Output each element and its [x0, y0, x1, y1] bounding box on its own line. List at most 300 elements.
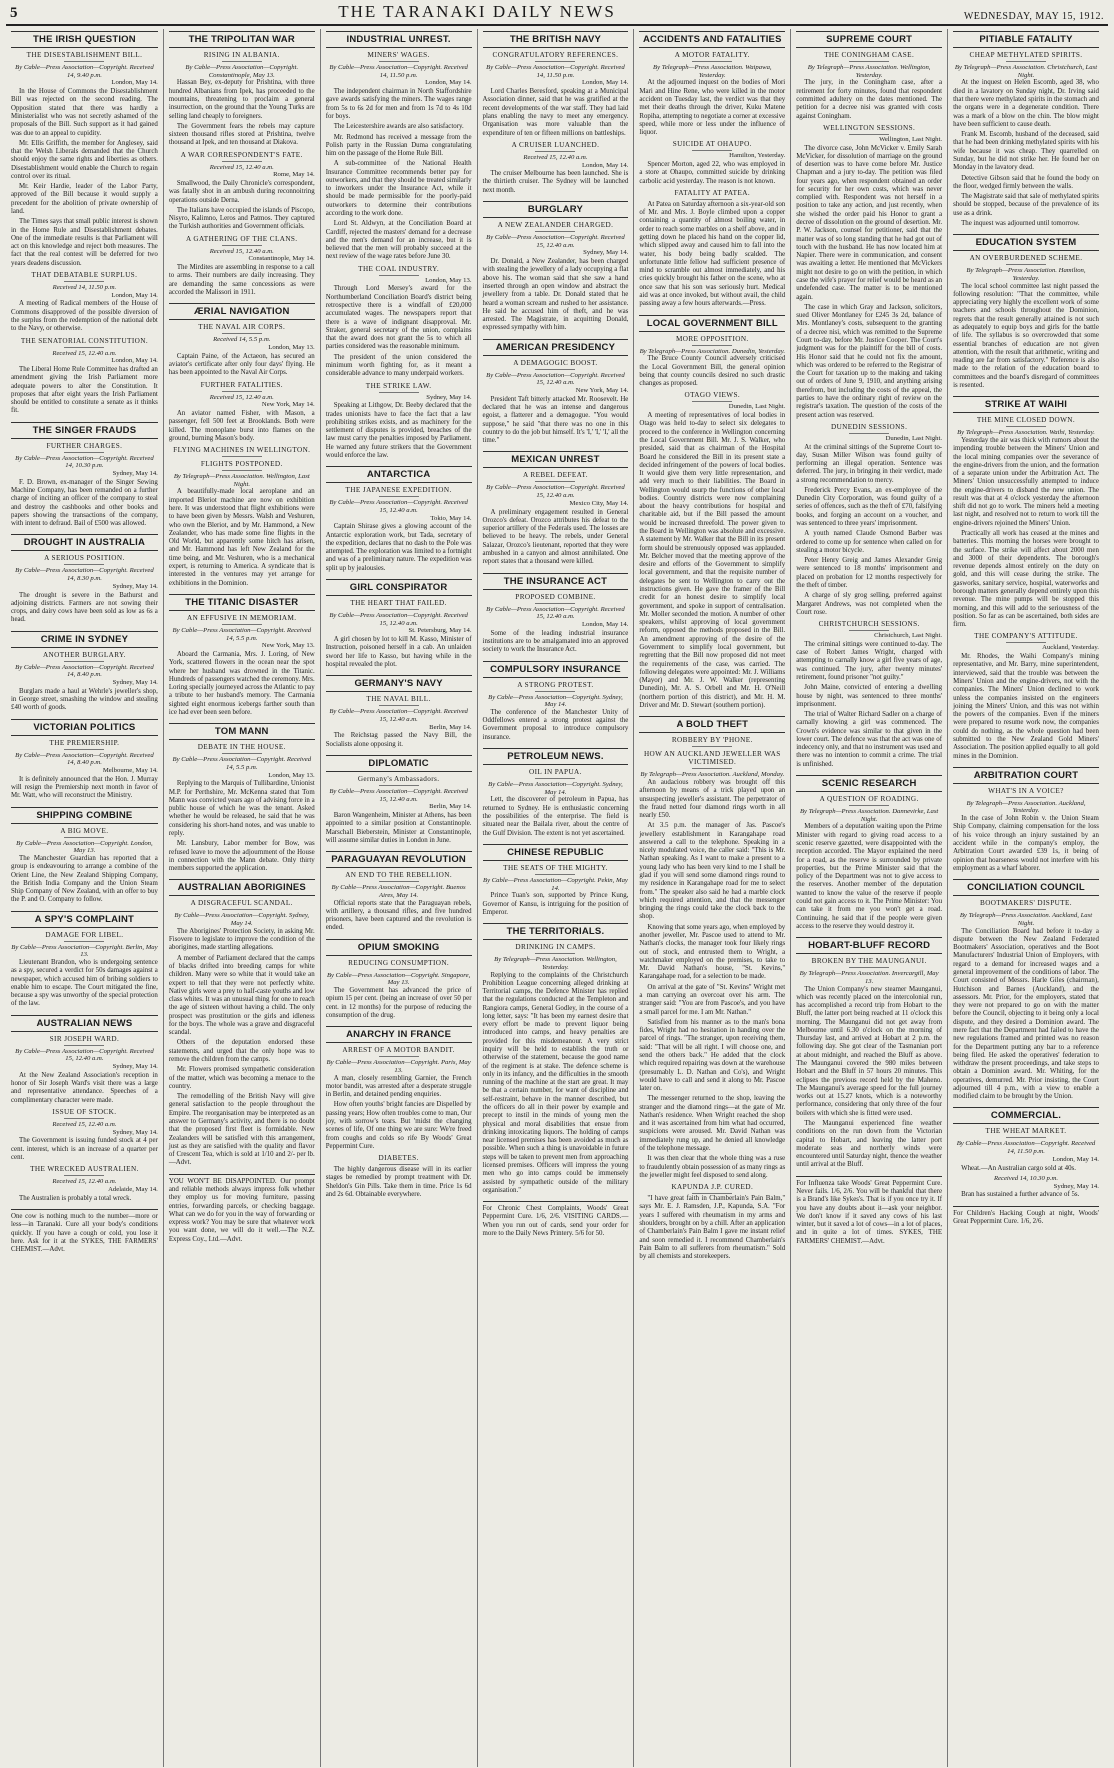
- paragraph: Others of the deputation endorsed these statements, and urged that the only hope was to remove the children from the camps.: [168, 1039, 315, 1064]
- paragraph: A youth named Claude Osmond Barber was ordered to come up for sentence when called on for stealing a motor bicycle.: [796, 530, 943, 554]
- paragraph: Yesterday the air was thick with rumors about the impending trouble between the Miners' Union and the local mining companies over the severance of the engine-drivers from the union, and the formation of a separate union under the Arbitration Act. The Miners' Union unsuccessfully attempted to induce the engine-drivers to disband the new union. The result was that at 4 o'clock yesterday the afternoon shift did not go to work. The miners held a meeting last night, and resolved not to return to work till the engine-drivers rejoined the Miners' Union.: [953, 436, 1099, 527]
- paragraph: Bran has sustained a further advance of 5s.: [961, 1191, 1080, 1199]
- article: [326, 851, 472, 933]
- subheading: FURTHER CHARGES.: [11, 442, 158, 453]
- article: [11, 911, 158, 1009]
- article-heading: THE IRISH QUESTION: [11, 31, 158, 48]
- article-heading: SUPREME COURT: [796, 31, 942, 48]
- dateline: London, May 14.: [581, 620, 629, 628]
- paragraph: At the criminal sittings of the Supreme Court to-day, Susan Miller Wilson was found guilty of performing an illegal operation. Sentence was deferred. The jury, in bringing in their verdict, made a strong recommendation to mercy.: [796, 443, 943, 484]
- paragraph: The case in which Gray and Jackson, solicitors, sued Oliver Montlaney for £245 3s 2d, balance of Mrs. Montlaney's costs, subsequent to the granting of a decree nisi, which was remitted to the Supreme Court to-day, before Mr. Justice Cooper. The Court's judgment was for the plaintiff for the bill of costs. His Honor said that he could not fix the amount, which was ordered to be referred to the Registrar of the Court for taxation up to the making and taking out of orders of June 9, 1910, and anything arising therefrom, but including the costs of the appeal, the parties to have the ordinary right of review on the registrar's taxation. The question of the costs of the present action was reserved.: [796, 303, 943, 419]
- paragraph: Through Lord Mersey's award for the Northumberland Conciliation Board's district being retrospective there is a windfall of £20,000 accumulated wages. The newspapers report that there is a wave of indignant disapproval. Mr. Straker, general secretary of the union, complains that the award does not grant the 5s to which all parties considered was the reasonable minimum.: [325, 285, 472, 351]
- subheading: OTAGO VIEWS.: [639, 391, 785, 402]
- dateline: New York, May 14.: [575, 387, 629, 395]
- subheading: THE CONINGHAM CASE.: [796, 51, 942, 62]
- article-heading: VICTORIAN POLITICS: [11, 719, 158, 736]
- subheading: FURTHER FATALITIES.: [169, 381, 315, 392]
- paragraph: President Taft bitterly attacked Mr. Roosevelt. He declared that he was an intense and dangerous egoist, a flatterer and a demagogue. "You would suppose," he said "that there was no one in this country to do the job but himself. It's 'I,' 'I,' 'I,' all the time.": [482, 395, 629, 445]
- subheading: THE MINE CLOSED DOWN.: [953, 416, 1099, 427]
- subheading: THE WRECKED AUSTRALIEN.: [11, 1165, 158, 1176]
- paragraph: A man, closely resembling Garnier, the French motor bandit, was arrested after a desperate struggle in Berlin, and detained pending enquiries.: [325, 1074, 472, 1099]
- paragraph: Frank M. Escomb, husband of the deceased, said that he had been drinking methylated spirits with his wife because it was cheap. They quarrelled on Sunday, but he did not strike her. He found her on Monday in the lavatory dead.: [953, 131, 1099, 172]
- paragraph: In the House of Commons the Disestablishment Bill was rejected on the second reading. The Opposition stated that there was hardly a Ministerialist who was not secretly ashamed of the proposals of the Bill. Such support as it had gained was due to an appeal to cupidity.: [11, 88, 158, 137]
- paragraph: A meeting of Radical members of the House of Commons disapproved of the possible diversion of the surplus from the redemption of the national debt to the Navy, or otherwise.: [11, 300, 158, 333]
- article-heading: THE BRITISH NAVY: [483, 31, 629, 48]
- article-heading: HOBART-BLUFF RECORD: [796, 937, 942, 954]
- subheading: THE NAVAL BILL.: [326, 695, 472, 706]
- dateline: Rome, May 14.: [273, 171, 315, 179]
- article: [169, 594, 315, 717]
- dateline: London, May 13.: [268, 771, 315, 779]
- column-2: [163, 29, 320, 1767]
- article: [953, 31, 1099, 228]
- paragraph: In the case of John Robin v. the Union Steam Ship Company, claiming compensation for the loss of his voice through an injury sustained by an accident while in the company's employ, the Arbitration Court awarded £39 1s, it being of opinion that hoarseness would not interfere with his employment as a wharf laborer.: [953, 815, 1099, 872]
- paragraph: How often youths' bright fancies are Dispelled by passing years; How often troubles come to man, Our joy, with sorrow's tears. But 'midst the changing scenes of life, Of one thing we are sure: We're freed from coughs and colds so rife By Woods' Great Peppermint Cure.: [325, 1101, 472, 1150]
- dateline: By Cable—Press Association—Copyright. Constantinople, May 13.: [185, 64, 299, 79]
- paragraph: The independent chairman in North Staffordshire gave awards satisfying the miners. The wages range from 5s to 6s 2d for men and from 1s 7d to 4s 10d for boys.: [325, 88, 472, 120]
- subheading: CONGRATULATORY REFERENCES.: [483, 51, 629, 62]
- subheading: AN EFFUSIVE IN MEMORIAM.: [169, 614, 315, 625]
- dateline: Received 15, 12.40 a.m.: [523, 153, 588, 161]
- article-heading: LOCAL GOVERNMENT BILL: [639, 315, 785, 332]
- article: [326, 939, 472, 1021]
- paragraph: The Government fears the rebels may capture sixteen thousand rifles stored at Prishtina, twelve thousand at Ipek, and ten thousand at Diakova.: [168, 122, 315, 147]
- article: [483, 31, 629, 195]
- article-heading: DROUGHT IN AUSTRALIA: [11, 534, 158, 551]
- paragraph: F. D. Brown, ex-manager of the Singer Sewing Machine Company, has been remanded on a further charge of inciting an officer of the company to steal and destroy the cashbooks and other books and papers showing the transactions of the company, with intent to defraud. Bail of £500 was allowed.: [11, 478, 158, 528]
- paragraph: Baron Wangenheim, Minister at Athens, has been appointed to a similar position at Constantinople. Marschall Bieberstein, Minister at Constantinople, will assume similar duties in London in June.: [325, 812, 472, 844]
- article-heading: PETROLEUM NEWS.: [483, 748, 629, 765]
- paragraph: Prince Tuan's son, supported by Prince Kung, Governor of Kansu, is intriguing for the position of Emperor.: [482, 892, 629, 916]
- dateline: Sydney, May 14.: [583, 249, 629, 257]
- article-heading: CHINESE REPUBLIC: [483, 844, 629, 861]
- article: [169, 879, 315, 1167]
- paragraph: Captain Shirase gives a glowing account of the Antarctic exploration work, but Tada, secretary of the expedition, declares that no dash to the Pole was attempted. The exploration was limited to a fortnight and was of a preliminary nature. The expedition was split up by jealousies.: [325, 523, 472, 572]
- article: [11, 631, 158, 713]
- paragraph: Practically all work has ceased at the mines and batteries. This morning the horses were brought to the surface. The strike will affect about 2000 men and 3000 of their dependents. The borough's revenue depends almost entirely on the duty on gold, and this will cease during the strike. The gasworks, sanitary service, hospital, waterworks and borough matters generally depend entirely upon this revenue. The mine pumps will be stopped this morning, and this will add to the seriousness of the position. So far as can be ascertained, both sides are firm.: [953, 530, 1099, 629]
- article: [953, 767, 1099, 873]
- dateline: London, May 14.: [111, 79, 158, 87]
- article: [483, 748, 629, 838]
- dateline: By Cable—Press Association—Copyright. Received 15, 12.40 a.m.: [329, 612, 468, 627]
- subheading: A CRUISER LUANCHED.: [483, 141, 629, 152]
- dateline: By Telegraph—Press Association. Hamilton, Yesterday.: [966, 267, 1086, 282]
- article-heading: AUSTRALIAN ABORIGINES: [169, 879, 315, 896]
- subheading: A DEMAGOGIC BOOST.: [483, 359, 629, 370]
- article-heading: TOM MANN: [169, 723, 315, 740]
- dateline: By Cable—Press Association—Copyright. London, May 13.: [16, 839, 153, 855]
- column-3: [320, 29, 477, 1767]
- paragraph: The criminal sittings were continued to-day. The case of Robert James Wright, charged with attempting to carnally know a girl five years of age, was continued. The jury, after twenty minutes' retirement, found prisoner "not guilty.": [796, 640, 943, 681]
- advertisement: For Chronic Chest Complaints, Woods' Great Peppermint Cure. 1/6, 2/6. VISITING CARDS.—When you run out of cards, send your order for more to the Daily News Printery. 5/6 for 50.: [483, 1201, 629, 1238]
- issue-date: WEDNESDAY, MAY 15, 1912.: [963, 11, 1104, 22]
- paragraph: The inquest was adjourned until tomorrow.: [961, 219, 1080, 227]
- paragraph: Mr. Ellis Griffith, the member for Anglesey, said that the Welsh Liberals demanded that the Church should enjoy the same rights and liberties as others. Disestablishment would enable the Church to regain control over its ritual.: [11, 139, 158, 180]
- dateline: By Cable—Press Association—Copyright. Received 14, 11.50 p.m.: [329, 64, 468, 79]
- dateline: By Cable—Press Association—Copyright. Received 15, 12.40 a.m.: [486, 371, 625, 387]
- article: [953, 1107, 1099, 1199]
- dateline: By Cable—Press Association—Copyright. Received 14, 9.40 p.m.: [15, 64, 154, 79]
- paragraph: The Government has advanced the price of opium 15 per cent. (being an increase of over 50 per cent. in 12 months) for the purpose of reducing the consumption of the drug.: [325, 987, 472, 1019]
- subheading: REDUCING CONSUMPTION.: [326, 959, 472, 970]
- subheading: OIL IN PAPUA.: [483, 768, 629, 779]
- paragraph: The local school committee last night passed the following resolution: "That the committee, while appreciating very highly the excellent work of some teachers and schools throughout the Dominion, regrets that the result generally attained is not such as adequately to equip boys and girls for the battle of life. The syllabus is so overcrowded that some essential branches of education are not given attention, with the result that arithmetic, writing and reading are far from satisfactory." Reference is also made to the relation of the education board to committees and the board's disregard of committees is resented.: [953, 282, 1099, 389]
- article: [796, 775, 942, 931]
- article: [326, 466, 472, 573]
- article: [483, 451, 629, 566]
- dateline: By Telegraph—Press Association. Auckland, Last Night.: [959, 912, 1093, 927]
- subheading: AN OVERBURDENED SCHEME.: [953, 254, 1099, 265]
- article-heading: PARAGUAYAN REVOLUTION: [326, 851, 472, 868]
- column-6: [790, 29, 947, 1767]
- dateline: Auckland, Yesterday.: [1042, 644, 1099, 652]
- paragraph: The Times says that small public interest is shown in the Home Rule and Disestablishment debates. One of the immediate results is that Parliament will act on this knowledge and reject both measures. The fact that the real contest will be deferred for two years deadens discussion.: [11, 218, 158, 267]
- subheading: PROPOSED COMBINE.: [483, 593, 629, 604]
- paragraph: A meeting of representatives of local bodies in Otago was held to-day to select six delegates to proceed to the conference in Wellington concerning the Local Government Bill. Mr. J. S. Walker, who presided, said that as chairman of the Hospital Board he considered the Bill in its present state a decided infringement of the powers of local bodies. It would give them very little representation, and add very much to their liabilities. The Board in Wellington would usurp the functions of other local bodies. Country districts were now complaining about the heavy contributions for hospital and charitable aid, but if the Bill passed the amount would be increased threefold. The power given to the Board in Wellington was absolute and excessive. A statement by Mr. Walker that the Bill in its present form should be strenuously opposed was applauded. Mr. Belcher moved that the meeting approve of the desire and efforts of the Government to simplify local government, and that the requisite number of delegates be sent to Wellington to carry out the instructions given. He gave the framer of the Bill credit for an honest desire to simplify local government, and spoke in support of centralisation. Mr. Moller seconded the motion. A number of other speakers, whilst approving of local government reform, opposed the methods proposed in the Bill. An amendment approving of the desire of the Government to simplify local government, but regretting that the Bill now proposed did not meet the requirements of the case, was carried. The following delegates were appointed: Mr. J. Williams (Mayor) and Mr. J. W. Walker (representing Dunedin), Mr. A. S. Orbell and Mr. H. O'Neill (northern portion of this district), and Mr. H. M. Driver and Mr. D. Stewart (southern portion).: [639, 412, 786, 709]
- paragraph: Lord Charles Beresford, speaking at a Municipal Association dinner, said that he was gratified at the recent developments of the war staff. They had laid plans enabling the navy to meet any emergency. Organisation was more valuable than the expenditure of ten or fifteen millions on battleships.: [482, 88, 629, 137]
- subheading: FLIGHTS POSTPONED.: [169, 460, 315, 471]
- paragraph: Knowing that some years ago, when employed by another jeweller, Mr. Pascoe used to attend to Mr. Nathan's clocks, the manager took four likely rings out of stock, and entrusted them to Wright, a watchmaker employed on the premises, to take to Mr. David Nathan's house, "St. Kevins," Karangahape road, for a selection to be made.: [639, 923, 786, 981]
- article: [326, 1026, 472, 1199]
- column-1: [6, 29, 163, 1767]
- paragraph: Dr. Donald, a New Zealander, has been charged with stealing the jewellery of a lady occupying a flat above his. The woman said that she saw a hand inserted through an open window and abstract the jewellery from a table. Dr. Donald stated that he heard a woman scream and rushed to her assistance. He said he accused him of theft, and he was arrested. The Magistrate, in acquitting Donald, expressed sympathy with him.: [482, 258, 629, 332]
- dateline: Received 14, 5.5 p.m.: [213, 336, 271, 344]
- paragraph: The Leicestershire awards are also satisfactory.: [333, 123, 464, 131]
- subheading: ROBBERY BY 'PHONE.: [639, 736, 785, 747]
- dateline: Received 15, 12.40 a.m.: [209, 163, 274, 171]
- paragraph: The Liberal Home Rule Committee has drafted an amendment giving the Irish Parliament more adequate powers to alter the Constitution. It proposes that after eight years the Irish Parliament should be entitled to constitute a senate as it thinks fit.: [11, 365, 158, 415]
- subheading: THE NAVAL AIR CORPS.: [169, 323, 315, 334]
- paragraph: Mr. Rhodes, the Waihi Company's mining representative, and Mr. Barry, mine superintendent, interviewed, said that the trouble was between the Miners' Union and the engine-drivers, not with the companies. The Miners' Union declined to work unless the companies insisted on the engineers joining the Miners' Union, and this was not within the powers of the companies. Even if the miners were prepared to resume work now, the companies could do nothing, as the whole question had been submitted to the New Zealand Gold Miners' Association. The position applied equally to all gold mines in the Dominion.: [953, 653, 1099, 760]
- paragraph: At the inquest on Helen Escomb, aged 38, who died in a lavatory on Sunday night, Dr. Irving said that there were methylated spirits in the stomach and the organs were in a degenerate condition. There was a mark of a blow on the chin. The blow might have been sufficient to cause death.: [953, 79, 1099, 128]
- paragraph: The trial of Walter Richard Sadler on a charge of carnally knowing a girl was commenced. The Crown's evidence was similar to that given in the lower court. The defence was that the act was one of indecency only, and that no instrument was used and there was no intention to commit a crime. The trial is unfinished.: [796, 711, 943, 768]
- dateline: Berlin, May 14.: [429, 723, 472, 731]
- article: [953, 879, 1099, 1101]
- dateline: By Telegraph—Press Association. Invercargill, May 13.: [799, 970, 939, 985]
- dateline: By Cable—Press Association—Copyright. Received 15, 12.40 a.m.: [486, 234, 625, 249]
- dateline: By Cable—Press Association—Copyright. Received 14, 5.5 p.m.: [172, 626, 312, 642]
- subheading: THE PREMIERSHIP.: [11, 739, 158, 750]
- paragraph: The Government is issuing funded stock at 4 per cent. interest, which is an increase of a quarter per cent.: [11, 1137, 158, 1161]
- dateline: By Cable—Press Association—Copyright. Received 15, 12.40 a.m.: [486, 605, 625, 621]
- paragraph: An aviator named Fisher, with Mason, a passenger, fell 500 feet at Brooklands. Both were killed. The monoplane burst into flames on the ground, burning Mason's body.: [168, 409, 315, 442]
- article-heading: ANARCHY IN FRANCE: [326, 1026, 472, 1043]
- column-7: [947, 29, 1104, 1767]
- paragraph: At Patea on Saturday afternoon a six-year-old son of Mr. and Mrs. J. Boyle climbed upon a copper containing a quantity of almost boiling water, in order to reach some marbles on a shelf above, and in getting down he placed his hand on the copper lid, which slipped away and caused him to fall into the water, his body being badly scalded. The unfortunate little fellow had sufficient presence of mind to scramble out almost immediately, and his cries quickly brought his father on the scene, who at once saw that his son was seriously hurt. Medical aid was at once invoked, but without avail, the child passing away a few hours afterwards.—Press.: [639, 200, 786, 308]
- paragraph: The messenger returned to the shop, leaving the stranger and the diamond rings—at the gate of Mr. Nathan's residence. When Wright reached the shop and it was ascertained from him what had occurred, suspicions were aroused. Mr. David Nathan was immediately rung up, and he denied all knowledge of the telephone message.: [639, 1095, 786, 1153]
- dateline: By Cable—Press Association—Copyright. Pekin, May 14.: [483, 876, 628, 892]
- paragraph: The president of the union considered the minimum worth fighting for, as it meant a considerable advance to many underpaid workers.: [325, 353, 472, 378]
- paragraph: Aboard the Carmania, Mrs. J. Loring, of New York, scattered flowers in the ocean near the spot where her husband was drowned in the Titanic. Hundreds of passengers watched the ceremony. Mrs. Loring specially journeyed across the Atlantic to pay a tribute to her husband's memory. The Carmania sighted eight enormous icebergs farther south than ice had ever been seen before.: [168, 650, 315, 716]
- article-heading: THE INSURANCE ACT: [483, 573, 629, 590]
- dateline: By Cable—Press Association—Copyright. Received 15, 12.40 a.m.: [329, 708, 468, 723]
- article: [953, 234, 1099, 390]
- subheading: A SERIOUS POSITION.: [11, 554, 158, 565]
- dateline: London, May 13.: [268, 343, 315, 351]
- dateline: By Cable—Press Association—Copyright. Sydney, May 14.: [488, 781, 623, 796]
- dateline: By Cable—Press Association—Copyright. Received 15, 12.40 a.m.: [15, 1047, 154, 1063]
- paragraph: Lieutenant Brandon, who is undergoing sentence as a spy, secured a verdict for 50s damages against a newspaper, which accused him of bribing soldiers to enable him to escape. The Court mitigated the fine, because a spy was unworthy of the special protection of the law.: [11, 959, 158, 1008]
- dateline: Tokio, May 14.: [430, 514, 472, 522]
- dateline: Received 14, 10.30 p.m.: [993, 1174, 1059, 1182]
- article-heading: STRIKE AT WAIHI: [953, 396, 1099, 413]
- article-heading: EDUCATION SYSTEM: [953, 234, 1099, 251]
- article: [796, 31, 942, 769]
- article: [11, 31, 158, 416]
- article-heading: COMPULSORY INSURANCE: [483, 661, 629, 678]
- article-heading: GERMANY'S NAVY: [326, 675, 472, 692]
- advertisement: For Children's Hacking Cough at night, Woods' Great Peppermint Cure. 1/6, 2/6.: [953, 1206, 1099, 1227]
- subheading: THE DISESTABLISHMENT BILL.: [11, 51, 158, 62]
- dateline: Berlin, May 14.: [429, 803, 472, 811]
- subheading: MORE OPPOSITION.: [639, 335, 785, 346]
- dateline: By Cable—Press Association—Copyright. Received 15, 12.40 a.m.: [486, 484, 625, 500]
- dateline: By Telegraph—Press Association. Dannevirke, Last Night.: [799, 808, 939, 823]
- subheading: WELLINGTON SESSIONS.: [796, 124, 942, 135]
- paragraph: Smallwood, the Daily Chronicle's correspondent, was fatally shot in an ambush during reconnoitring operations outside Derna.: [168, 180, 315, 204]
- article: [326, 675, 472, 749]
- paragraph: The Aborigines' Protection Society, in asking Mr. Fisovere to legislate to improve the condition of the aborigines, made startling allegations.: [168, 927, 315, 952]
- article: [639, 716, 785, 1261]
- paragraph: Mr. Keir Hardie, leader of the Labor Party, approved of the Bill because it would supply a precedent for the abolition of private ownership of land.: [11, 183, 158, 216]
- dateline: By Cable—Press Association—Copyright. Received 15, 12.40 a.m.: [329, 787, 468, 803]
- article-heading: AUSTRALIAN NEWS: [11, 1015, 158, 1032]
- subheading: THAT DEBATABLE SURPLUS.: [11, 271, 158, 282]
- subheading: THE JAPANESE EXPEDITION.: [326, 486, 472, 497]
- article: [169, 723, 315, 873]
- dateline: London, May 14.: [581, 161, 629, 169]
- article: [483, 201, 629, 333]
- paragraph: The divorce case, John McVicker v. Emily Sarah McVicker, for dissolution of marriage on the ground of desertion was to have come before Mr. Justice Chapman and a jury to-day. The petition was filed four years ago, when respondent obtained an order for security for her own costs, which was never complied with. Respondent was not herself in a position to take any action, and just recently, when she wished the order paid his Honor to grant a decree of dissolution on the ground of desertion. Mr. P. W. Jackson, counsel for petitioner, said that the matter was of so long standing that he had got out of touch with the husband. He has now located him at Napier. There were in communication, and consent was awaiting a letter. He mentioned that McVickers might not desire to go on with the petition, in which case the wife's prayer for relief would be heard as an undefended case. The matter is to be mentioned again.: [796, 144, 943, 301]
- dateline: By Cable—Press Association—Copyright. Received 14, 10.30 p.m.: [15, 454, 154, 470]
- paragraph: Wheat.—An Australian cargo sold at 40s.: [961, 1164, 1076, 1172]
- article-heading: ACCIDENTS AND FATALITIES: [639, 31, 785, 48]
- dateline: Sydney, May 14.: [112, 470, 158, 478]
- dateline: Christchurch, Last Night.: [874, 632, 943, 640]
- paragraph: A member of Parliament declared that the camps of blacks drifted into breeding camps for white children. Many were so white that it would take an expert to tell that they were not perfectly white. Native girls were a prey to half-caste youths and low class whites. It was an unusual thing for one to reach the age of sixteen without having a child. The only prospect was prostitution or the girls and idleness for the boys. The whole was a grave and disgraceful scandal.: [168, 954, 315, 1037]
- paragraph: It was then clear that the whole thing was a ruse to fraudulently obtain possession of as many rings as the jeweller might feel disposed to send along.: [639, 1155, 786, 1179]
- dateline: By Telegraph—Press Association. Wellington, Yesterday.: [807, 64, 931, 79]
- paragraph: Replying to the complaints of the Christchurch Prohibition League concerning alleged drinking at Territorial camps, the Defence Minister has replied that the regulations conducted at the Templeton and Rangiora camps, General Godley, in the course of a long letter, says: "It has been my earnest desire that every effort be made to prevent liquor being introduced into camps, and heavy penalties are provided for this misdemeanour. A very strict inquiry will be held to establish the truth or otherwise of the statement, because the good name of the regiment is at stake. The defence scheme is only in its infancy, and the difficulties in the smooth running of the machine at the start are great. It may be that a certain number, for want of discipline and self-restraint, behave in the manner described, but the officers do all in their power by example and precept to instil in the minds of young men the physical and moral disabilities that ensue from drinking intoxicating liquors. The holding of camps near licensed premises has been avoided as much as possible. When such a thing is unavoidable in future steps will be taken to prevent men from approaching licensed premises. Officers will impress the young men who go into camps could be immensely assisted by sympathetic outside of the military organisation.": [482, 971, 629, 1194]
- columns: [6, 29, 1108, 1767]
- article: [326, 579, 472, 669]
- paragraph: Satisfied from his manner as to the man's bona fides, Wright had no hesitation in handing over the parcel of rings. "The stranger, upon receiving them, said: "That will be all right. I will choose one, and send the others back." He added that the clock which required repairing was down at the warehouse (presumably L. D. Nathan and Co's), and Wright would have to call and send it along to Mr. Pascoe later on.: [639, 1018, 786, 1093]
- dateline: By Telegraph—Press Association. Waihi, Yesterday.: [957, 429, 1095, 437]
- dateline: Dunedin, Last Night.: [728, 403, 786, 411]
- subheading: ARREST OF A MOTOR BANDIT.: [326, 1046, 472, 1057]
- paragraph: "I have great faith in Chamberlain's Pain Balm," says Mr. E. J. Ramsden, J.P., Kapunda, S.A. "For years I suffered with rheumatism in my arms and shoulders, brought on by a chill. After an application of Chamberlain's Pain Balm I gave me instant relief and soon remedied it. I recommend Chamberlain's Pain Balm to all sufferers from rheumatism." Sold by all chemists and storekeepers.: [639, 1195, 786, 1261]
- paragraph: A charge of sly grog selling, preferred against Margaret Andrews, was not completed when the Court rose.: [796, 592, 943, 616]
- subheading: A DISGRACEFUL SCANDAL.: [169, 899, 315, 910]
- paragraph: Speaking at Lithgow, Dr. Beeby declared that the trades unionists have to face the fact that a law prohibiting strikes exists, and as machinery for the settlement of disputes is provided, breaches of the law must carry the penalties imposed by Parliament. He warned any future strikers that the Government would enforce the law.: [325, 402, 472, 459]
- dateline: Received 15, 12.40 a.m.: [52, 349, 117, 357]
- article-heading: INDUSTRIAL UNREST.: [326, 31, 472, 48]
- dateline: London, May 14.: [111, 357, 158, 365]
- paragraph: On arrival at the gate of "St. Kevins" Wright met a man carrying an overcoat over his arm. The stranger said: "You are from Pascoe's, and you have a small parcel for me. I am Mr. Nathan.": [639, 983, 786, 1016]
- dateline: New York, May 14.: [261, 401, 315, 409]
- masthead: [6, 4, 1108, 26]
- dateline: New York, May 13.: [261, 642, 315, 650]
- article: [483, 923, 629, 1195]
- dateline: Constantinople, May 14.: [248, 255, 315, 263]
- subheading: HOW AN AUCKLAND JEWELLER WAS VICTIMISED.: [639, 750, 785, 769]
- subheading: A MOTOR FATALITY.: [639, 51, 785, 62]
- article: [11, 534, 158, 624]
- column-4: [477, 29, 634, 1767]
- paragraph: The Magistrate said that sale of methylated spirits should be stopped, because of the prevalence of its use as a drink.: [953, 193, 1099, 217]
- article-heading: MEXICAN UNREST: [483, 451, 629, 468]
- dateline: By Cable—Press Association—Copyright. Received 14, 8.30 p.m.: [15, 567, 154, 583]
- dateline: London, May 14.: [111, 291, 158, 299]
- article: [11, 1015, 158, 1203]
- dateline: Received 15, 12.40 a.m.: [52, 1178, 117, 1186]
- paragraph: The Bruce County Council adversely criticised the Local Government Bill, the general opinion being that county councils desired no such drastic changes as proposed.: [639, 355, 786, 388]
- paragraph: The Mirdites are assembling in response to a call to arms. Their numbers are daily increasing. They are demanding the same concessions as were accorded the Malissori in 1911.: [168, 264, 315, 296]
- article-heading: COMMERCIAL.: [953, 1107, 1099, 1124]
- subheading: THE STRIKE LAW.: [326, 382, 472, 393]
- paragraph: Mr. Redmond has received a message from the Polish party in the Russian Duma congratulating him on the passage of the Home Rule Bill.: [325, 133, 472, 158]
- dateline: Sydney, May 14.: [112, 1128, 158, 1136]
- article: [11, 807, 158, 905]
- dateline: By Cable—Press Association—Copyright. Sydney, May 14.: [174, 912, 310, 928]
- subheading: THE HEART THAT FAILED.: [326, 599, 472, 610]
- dateline: Sydney, May 14.: [1053, 1182, 1099, 1190]
- article-heading: ANTARCTICA: [326, 466, 472, 483]
- paragraph: Replying to the Marquis of Tullibardine, Unionist M.P. for Perthshire, Mr. McKenna stated that Tom Mann was convicted years ago of advising force in a public house of which he was the tenant. Asked whether he would be released, he said that he was considering his short-hand notes, and was unable to reply.: [168, 780, 315, 837]
- article: [169, 31, 315, 297]
- paragraph: Burglars made a haul at Wehrle's jeweller's shop, in George street, smashing the window and stealing £40 worth of goods.: [11, 687, 158, 712]
- paragraph: Detective Gibson said that he found the body on the floor, wedged firmly between the walls.: [953, 174, 1099, 190]
- dateline: By Telegraph—Press Association. Waipawa, Yesterday.: [653, 64, 772, 79]
- paragraph: The conference of the Manchester Unity of Oddfellows entered a strong protest against the Government proposal to introduce compulsory insurance.: [482, 708, 629, 741]
- dateline: By Cable—Press Association—Copyright. Received 14, 5.5 p.m.: [172, 756, 312, 771]
- paragraph: Some of the leading industrial insurance institutions are to be amalgamated into an approved society to work the Insurance Act.: [482, 629, 629, 654]
- paragraph: Mr. Lansbury, Labor member for Bow, was refused leave to move the adjournment of the House in connection with the Mann debate. Only thirty members supported the application.: [168, 840, 315, 873]
- article: [11, 422, 158, 529]
- paragraph: The remodelling of the British Navy will give general satisfaction to the people throughout the Empire. The reorganisation may be interpreted as an answer to Germany's activity, and there is no doubt that the proposed first fleet is formidable. New Zealanders will be satisfied with this arrangement, just as they are satisfied with the quality and flavor of Crescent Tea, which is sold at 1/10 and 2/- per lb.—Advt.: [168, 1093, 315, 1167]
- subheading: THE SEATS OF THE MIGHTY.: [483, 864, 629, 875]
- paragraph: An audacious robbery was brought off this afternoon by means of a trick played upon an unsuspecting jeweller's assistant. The perpetrator of the fraud netted four diamond rings worth in all nearly £50.: [639, 778, 786, 820]
- article-heading: CRIME IN SYDNEY: [11, 631, 158, 648]
- article: [169, 303, 315, 588]
- dateline: Hamilton, Yesterday.: [729, 152, 786, 160]
- paragraph: A sub-committee of the National Health Insurance Committee recommends better pay for outworkers, and that they should be treated similarly to inworkers under the Insurance Act, while it should be made permissible for the poorly-paid outworkers to determine their contributions according to the work done.: [325, 160, 472, 218]
- article: [796, 937, 942, 1170]
- article: [326, 31, 472, 460]
- subheading: AN END TO THE REBELLION.: [326, 871, 472, 882]
- subheading: A REBEL DEFEAT.: [483, 471, 629, 482]
- article-heading: THE TERRITORIALS.: [483, 923, 629, 940]
- dateline: Wellington, Last Night.: [879, 135, 943, 143]
- dateline: London, May 14.: [425, 79, 472, 87]
- article: [953, 396, 1099, 761]
- article: [483, 339, 629, 446]
- dateline: By Cable—Press Association—Copyright. Berlin, May 13.: [11, 943, 158, 959]
- article-heading: A BOLD THEFT: [639, 716, 785, 733]
- dateline: By Telegraph—Press Association. Wellington, Last Night.: [173, 473, 310, 488]
- dateline: Received 15, 12.40 a.m.: [209, 247, 274, 255]
- paragraph: At the New Zealand Association's reception in honor of Sir Joseph Ward's visit there was a large and representative attendance. Speeches of a complimentary character were made.: [11, 1071, 158, 1104]
- article-heading: THE TITANIC DISASTER: [169, 594, 315, 611]
- paragraph: Frederick Percy Evans, an ex-employee of the Dunedin City Corporation, was found guilty of a series of offences, such as the theft of £70, falsifying books, and forging an account on a voucher, and was sentenced to three years' imprisonment.: [796, 486, 943, 528]
- paragraph: The Italians have occupied the islands of Piscopo, Nisyro, Kalimno, Leros and Patmos. They captured the Turkish authorities and Government officials.: [168, 206, 315, 231]
- paragraph: A girl chosen by lot to kill M. Kasso, Minister of Instruction, poisoned herself in a cab. An unlaiden sword her life to Kasso, but having while in the hospital revealed the plot.: [325, 636, 472, 668]
- paragraph: Lord St. Aldwyn, at the Conciliation Board at Cardiff, rejected the masters' demand for a decrease and the men's demand for an increase, but it is believed that the men will probably succeed at the next review of the wage rates before June 30.: [325, 220, 472, 261]
- subheading: DAMAGE FOR LIBEL.: [11, 931, 158, 942]
- subheading: CHEAP METHYLATED SPIRITS.: [953, 51, 1099, 62]
- dateline: London, May 14.: [581, 79, 629, 87]
- subheading: DUNEDIN SESSIONS.: [796, 423, 942, 434]
- paragraph: The Reichstag passed the Navy Bill, the Socialists alone opposing it.: [325, 732, 472, 748]
- page-number: 5: [10, 5, 18, 21]
- subheading: BOOTMAKERS' DISPUTE.: [953, 899, 1099, 910]
- subheading: ISSUE OF STOCK.: [11, 1108, 158, 1119]
- paragraph: It is definitely announced that the Hon. J. Murray will resign the Premiership next month in favor of Mr. Watt, who will reconstruct the Ministry.: [11, 775, 158, 800]
- subheading: KAPUNDA J.P. CURED.: [639, 1183, 785, 1194]
- paragraph: The Conciliation Board had before it to-day a dispute between the New Zealand Federated Bootmakers' Association, operatives and the Boot Manufacturers' Industrial Union of Employers, with regard to a demand for increased wages and a general improvement of the conditions of labor. The Court consisted of Messrs. Harle Giles (chairman), Hutchison and Barnes (Auckland), and the assessors. Mr. Prior, for the employers, stated that they were not prepared to go on with the matter before the Council, objecting to it being only a local dispute, and they desired a Dominion award. The mere fact that the Department had failed to have the new regulations framed and printed was no reason for the Department putting any bar to a reference being filed. He asked the operatives' federation to withdraw the present proceedings, and take steps to obtain a Dominion award. Mr. Whiting, for the operatives, demurred. Mr. Prior insisting, the Court adjourned till 4 p.m., with a view to enable a modified claim to be brought by the Union.: [953, 927, 1099, 1101]
- paragraph: Mr. Flowers promised sympathetic consideration of the matter, which was becoming a menace to the country.: [168, 1066, 315, 1090]
- article: [483, 844, 629, 917]
- dateline: By Telegraph—Press Association. Christchurch, Last Night.: [954, 64, 1098, 79]
- paragraph: Spencer Morton, aged 22, who was employed in a store at Ohaupo, committed suicide by drinking carbolic acid yesterday. The reason is not known.: [639, 161, 786, 185]
- subheading: WHAT'S IN A VOICE?: [953, 787, 1099, 798]
- article: [483, 661, 629, 743]
- paragraph: Members of a deputation waiting upon the Prime Minister with regard to giving road access to a scenic reserve gazetted, were disappointed with the reception accorded. The Mayor explained the need for a road, as the reserve is surrounded by private properties, but the Prime Minister said that the policy of the Department was not to give access to the reserves. Another member of the deputation wanted to know the value of the reserve if people could not gain access to it. The Prime Minister: You can take it from me you won't get a road. Continuing, he said that if the people were given access to the reserve they would destroy it.: [796, 823, 943, 930]
- article: [639, 315, 785, 711]
- article-heading: AMERICAN PRESIDENCY: [483, 339, 629, 356]
- dateline: By Cable—Press Association—Copyright. Buenos Aires, May 14.: [331, 884, 466, 899]
- article-heading: SCENIC RESEARCH: [796, 775, 942, 792]
- dateline: By Telegraph—Press Association. Auckland, Monday.: [640, 771, 785, 779]
- subheading: A GATHERING OF THE CLANS.: [169, 235, 315, 246]
- subheading: CHRISTCHURCH SESSIONS.: [796, 620, 942, 631]
- article-heading: THE SINGER FRAUDS: [11, 422, 158, 439]
- dateline: By Cable—Press Association—Copyright. Received 14, 8.40 p.m.: [15, 663, 154, 679]
- dateline: By Cable—Press Association—Copyright. Received 14, 11.50 p.m.: [486, 64, 625, 79]
- dateline: By Cable—Press Association—Copyright. Sydney, May 14.: [488, 693, 623, 709]
- dateline: By Telegraph—Press Association. Auckland, Yesterday.: [966, 799, 1086, 815]
- article-heading: OPIUM SMOKING: [326, 939, 472, 956]
- subheading: A NEW ZEALANDER CHARGED.: [483, 221, 629, 232]
- dateline: Adelaide, May 14.: [108, 1185, 158, 1193]
- dateline: Received 15, 12.40 a.m.: [52, 1121, 117, 1128]
- article-heading: A SPY'S COMPLAINT: [11, 911, 158, 928]
- article-heading: GIRL CONSPIRATOR: [326, 579, 472, 596]
- paragraph: Lett, the discoverer of petroleum in Papua, has returned to Sydney. He is enthusiastic concerning the possibilities of the enterprise. The field is situated near the Bailala river, about the centre of the Gulf Division. The extent is not yet ascertained.: [482, 796, 629, 837]
- paragraph: The jury, in the Coningham case, after a retirement for forty minutes, found that respondent committed adultery on the dates mentioned. The petition for a decree nisi was granted with costs against Coningham.: [796, 79, 943, 120]
- paragraph: At the adjourned inquest on the bodies of Mori Mari and Hine Rene, who were killed in the motor accident on Tuesday last, the verdict was that they met their deaths through the driver, Kuku Matene Ropiha, attempting to negotiate a corner at excessive speed, while more or less under the influence of liquor.: [639, 79, 786, 137]
- dateline: By Cable—Press Association—Copyright. Received 15, 12.40 a.m.: [329, 499, 468, 514]
- dateline: By Cable—Press Association—Copyright. Received 14, 11.50 p.m.: [956, 1140, 1096, 1156]
- paragraph: Captain Paine, of the Actaeon, has secured an aviator's certificate after only four days' flying. He has been appointed to the Naval Air Corps.: [168, 352, 315, 377]
- article-heading: SHIPPING COMBINE: [11, 807, 158, 824]
- article: [639, 31, 785, 309]
- advertisement: One cow is nothing much to the number—more or less—in Taranaki. Cure all your body's conditions quickly. If you have a cough or cold, you lose it here. Ask for it at the SYKES, THE FARMERS' CHEMIST.—Advt.: [11, 1209, 158, 1254]
- dateline: Sydney, May 14.: [112, 679, 158, 687]
- subheading: THE WHEAT MARKET.: [953, 1127, 1099, 1138]
- advertisement: YOU WON'T BE DISAPPOINTED. Our prompt and reliable methods always impress folk whether they employ us for moving furniture, passing entries, forwarding parcels, or checking baggage. What can we do for you in the way of forwarding or express work? You may be sure that whatever work you want done, we will do it well.—The N.Z. Express Coy., Ltd.—Advt.: [169, 1174, 315, 1244]
- subheading: A QUESTION OF ROADING.: [796, 795, 942, 806]
- dateline: Mexico City, May 14.: [569, 499, 629, 507]
- paragraph: The highly dangerous disease will in its earlier stages be remedied by prompt treatment with Dr. Sheldon's Gin Pills. Take them in time. Price 1s 6d and 2s 6d. Obtainable everywhere.: [325, 1166, 472, 1198]
- paragraph: A beautifully-made local aeroplane and an imported Bleriot machine are now on exhibition here. It was understood that flight exhibitions were to have been given by Messrs. Walsh and Veshuren, who own the Bleriot, and by Mr. Hammond, a New Zealander, who has made some fine flights in the Old World, but apparently some hitch has arisen, and Mr. Hammond has left New Zealand for the time being, and Mr. Veshuren, who is a mechanical expert, is returning to America. A syndicate that is interested in the ventures may yet arrange for exhibitions in the Dominion.: [168, 488, 315, 587]
- paragraph: Peter Henry Greig and James Alexander Greig were sentenced to 18 months' imprisonment and placed on probation for 12 months respectively for the theft of timber.: [796, 557, 943, 589]
- article: [11, 719, 158, 801]
- subheading: BROKEN BY THE MAUNGANUI.: [796, 957, 942, 968]
- article-heading: CONCILIATION COUNCIL: [953, 879, 1099, 896]
- subheading: SIR JOSEPH WARD.: [11, 1035, 158, 1046]
- dateline: By Telegraph—Press Association. Dunedin, Yesterday.: [639, 347, 786, 355]
